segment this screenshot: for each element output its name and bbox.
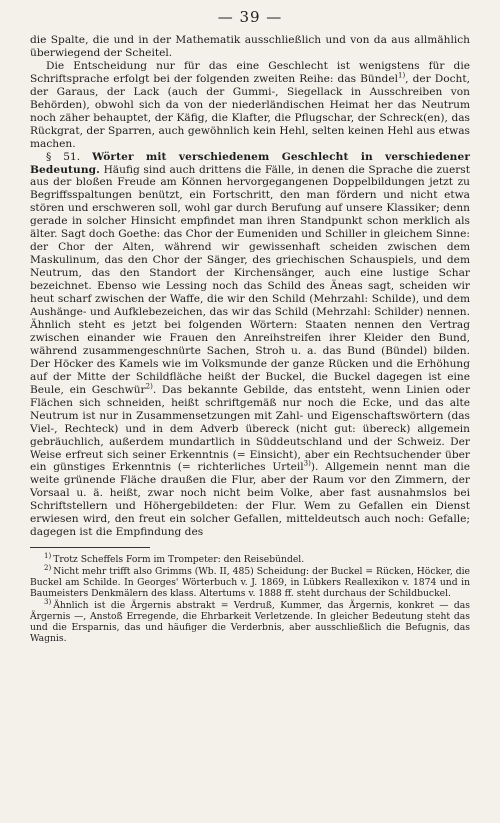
section-51 — [30, 151, 470, 540]
paragraph-gender-decision — [30, 60, 470, 151]
footnote-text: Ähnlich ist die Ärgernis abstrakt = Verdruß, Kummer, das Ärgernis, konkret — das Ärgernis —, Anstoß Erregende, die Ehrbarkeit Verletzende. In gleicher Bedeutung steht das und die Ersparnis, das und häufiger die Verderbnis, aber ausschließlich die Befugnis, das Wagnis. — [30, 600, 470, 645]
footnotes — [30, 554, 470, 644]
footnote-mark: 3) — [44, 598, 52, 607]
section-text: Häufig sind auch drittens die Fälle, in denen die Sprache die zuerst aus der bloßen Freude am Können hervorgegangenen Doppelbildungen jetzt zu Begriffsspaltungen benützt, ein Fortschritt, den man fördern und nicht etwa stören und erschweren soll, wohl gar durch Berufung auf unsere Klassiker; denn gerade in solcher Hinsicht empfindet man ihren Standpunkt schon merklich als älter. Sagt doch Goethe: das Chor der Eumeniden und Schiller in gleichem Sinne: der Chor der Alten, während wir gewissenhaft scheiden zwischen dem Maskulinum, das den Chor der Sänger, des griechischen Schauspiels, und dem Neutrum, das den Standort der Kirchensänger, auch eine lustige Schar bezeichnet. Ebenso wie Lessing noch das Schild des Äneas sagt, scheiden wir heut scharf zwischen der Waffe, die wir den Schild (Mehrzahl: Schilde), und dem Aushänge- und Aufklebezeichen, das wir das Schild (Mehrzahl: Schilder) nennen. Ähnlich steht es jetzt bei folgenden Wörtern: Staaten nennen den Vertrag zwischen einander wie Frauen den Anreihstreifen ihrer Kleider den Bund, während zusammengeschnürte Sachen, Stroh u. a. das Bund (Bündel) bilden. Der Höcker des Kamels wie im Volksmunde der ganze Rücken und die Erhöhung auf der Mitte der Schildfläche heißt der Buckel, die Buckel dagegen ist eine Beule, ein Geschwür — [30, 163, 470, 396]
footnote-ref-1[interactable]: 1) — [397, 71, 406, 80]
footnote-mark: 2) — [44, 564, 52, 573]
paragraph-text: , der Docht, der Garaus, der Lack (auch der Gummi-, Siegellack in Ausschreiben von Behörden), obwohl sich da von der niederländischen Heimat her das Neutrum noch zäher behauptet, der Käfig, die Klafter, die Pflugschar, der Schreck(en), das Rückgrat, der Sparren, auch gewöhnlich kein Hehl, selten keinen Hehl aus etwas machen. — [30, 72, 470, 150]
section-text: . Das bekannte Gebilde, das entsteht, wenn Linien oder Flächen sich schneiden, heißt schriftgemäß nur noch die Ecke, und das alte Neutrum ist nur in Zusammensetzungen mit Zahl- und Eigenschaftswörtern (das Viel-, Rechteck) und in dem Adverb übereck (nicht gut: übereck) allgemein gebräuchlich, außerdem mundartlich in Süddeutschland und der Schweiz. Der Weise erfreut sich seiner Erkenntnis (= Einsicht), aber ein Rechtsuchender über ein günstiges Erkenntnis (= richterliches Urteil — [30, 383, 471, 474]
footnote — [30, 566, 470, 599]
footnote — [30, 600, 470, 644]
footnote-divider — [30, 547, 150, 548]
footnote-text: Nicht mehr trifft also Grimms (Wb. II, 485) Scheidung: der Buckel = Rücken, Höcker, die Buckel am Schilde. In Georges' Wörterbuch v. J. 1869, in Lübkers Reallexikon v. 1874 und in Baumeisters Denkmälern des klass. Altertums v. 1888 ff. steht durchaus der Schildbuckel. — [30, 566, 470, 600]
paragraph-text: Die Entscheidung nur für das eine Geschlecht ist wenigstens für die Schriftsprache erfolgt bei der folgenden zweiten Reihe: das Bündel — [30, 59, 470, 85]
footnote — [30, 554, 470, 565]
section-title: Wörter mit verschiedenem Geschlecht in verschiedener Bedeutung. — [30, 150, 470, 176]
section-number: § 51. — [46, 150, 81, 163]
footnote-ref-3[interactable]: 3) — [303, 459, 311, 468]
section-text: ). Allgemein nennt man die weite grünende Fläche draußen die Flur, aber der Raum vor den Zimmern, der Vorsaal u. ä. heißt, zwar noch nicht beim Volke, aber fast ausnahmslos bei Schriftstellern und Höhergebildeten: der Flur. Wem zu Gefallen ein Dienst erwiesen wird, den freut ein solcher Gefallen, mitteldeutsch auch noch: Gefalle; dagegen ist die Empfindung des — [30, 461, 470, 539]
footnote-text: Trotz Scheffels Form im Trompeter: den Reisebündel. — [53, 554, 305, 566]
footnote-mark: 1) — [44, 552, 52, 561]
main-text — [30, 34, 470, 539]
page-number: — 39 — — [217, 8, 283, 26]
footnote-ref-2[interactable]: 2) — [145, 382, 153, 391]
continuation-paragraph: die Spalte, die und in der Mathematik ausschließlich und von da aus allmählich überwiegend der Scheitel. — [30, 34, 470, 59]
